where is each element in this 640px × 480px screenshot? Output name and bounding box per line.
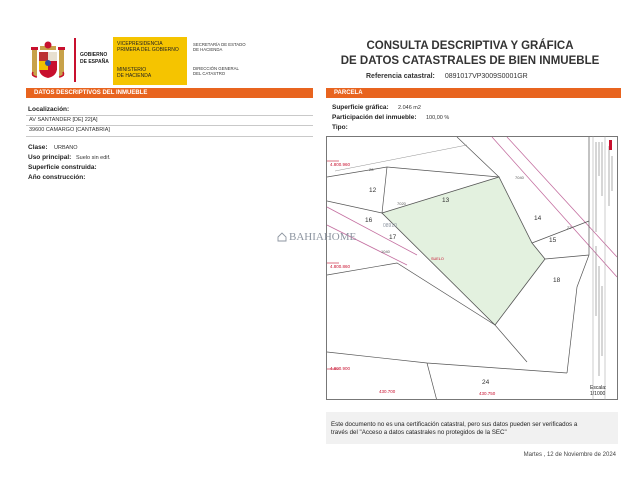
- map-legend-strip: [589, 136, 618, 400]
- coord-label-y: 4.800.960: [330, 162, 351, 167]
- direccion-label: DIRECCIÓN GENERAL DEL CATASTRO: [193, 66, 239, 77]
- ministerio-label: MINISTERIO DE HACIENDA: [117, 67, 152, 79]
- clase-value: URBANO: [54, 145, 78, 151]
- map-small-label: 1040: [381, 249, 390, 254]
- document-title: CONSULTA DESCRIPTIVA Y GRÁFICA DE DATOS CATASTRALES DE BIEN INMUEBLE: [340, 40, 600, 67]
- parcel-number: 14: [534, 215, 542, 222]
- watermark-text: BAHIAHOME: [289, 231, 357, 243]
- parcel-number: 17: [389, 234, 397, 241]
- secretaria-label: SECRETARÍA DE ESTADO DE HACIENDA: [193, 42, 246, 53]
- notice-line: través del "Acceso a datos catastrales no protegidos de la SEC": [331, 429, 507, 436]
- address-line: [26, 115, 313, 116]
- map-small-label: 22: [567, 225, 572, 230]
- superficie-construida-label: Superficie construida:: [28, 164, 97, 171]
- map-small-label: 08910: [383, 223, 397, 229]
- address-line: [26, 136, 313, 137]
- participacion-value: 100,00 %: [426, 115, 450, 121]
- uso-value: Suelo sin edif.: [76, 155, 111, 161]
- address-street: AV SANTANDER [DE] 22[A]: [29, 117, 98, 123]
- section-bar-parcela: PARCELA: [326, 88, 621, 98]
- government-label: GOBIERNO DE ESPAÑA: [80, 52, 109, 65]
- vicepresidencia-label: VICEPRESIDENCIA PRIMERA DEL GOBIERNO: [117, 41, 179, 53]
- uso-label: Uso principal:: [28, 154, 72, 161]
- section-bar-descriptivos: DATOS DESCRIPTIVOS DEL INMUEBLE: [26, 88, 313, 98]
- parcel-number: 18: [553, 277, 561, 284]
- superficie-grafica-label: Superficie gráfica:: [332, 104, 389, 111]
- ministry-block: [113, 37, 187, 85]
- anio-construccion-label: Año construcción:: [28, 174, 86, 181]
- localizacion-label: Localización:: [28, 106, 70, 113]
- cadastral-map: [326, 136, 618, 400]
- parcel-number: 24: [482, 379, 490, 386]
- government-divider: [74, 38, 76, 82]
- coord-label-x: 430.750: [479, 391, 496, 396]
- map-small-label: SUELO: [431, 257, 444, 261]
- reference-value: 0891017VP3009S0001GR: [444, 73, 528, 80]
- parcel-number: 15: [549, 237, 557, 244]
- coat-of-arms-icon: [30, 40, 66, 82]
- reference-row: [366, 73, 528, 80]
- tipo-label: Tipo:: [332, 124, 348, 131]
- reference-label: Referencia catastral:: [366, 73, 435, 80]
- map-small-label: 7020: [397, 201, 406, 206]
- parcel-number: 12: [369, 187, 377, 194]
- map-small-label: 7040: [515, 175, 524, 180]
- address-box: [26, 115, 313, 137]
- address-city: 39600 CAMARGO [CANTABRIA]: [29, 127, 110, 133]
- clase-label: Clase:: [28, 144, 48, 151]
- address-line: [26, 125, 313, 126]
- coord-label-y: 4.800.900: [330, 366, 351, 371]
- map-drawing: [327, 137, 618, 400]
- document-date: Martes , 12 de Noviembre de 2024: [523, 452, 616, 458]
- map-small-label: 28: [369, 167, 374, 172]
- coord-label-x: 430.700: [379, 389, 396, 394]
- house-icon: [277, 232, 287, 242]
- parcel-number: 16: [365, 217, 373, 224]
- map-scale: Escala: 1/1000: [590, 385, 607, 397]
- coord-label-y: 4.800.860: [330, 264, 351, 269]
- participacion-label: Participación del inmueble:: [332, 114, 417, 121]
- notice-line: Este documento no es una certificación catastral, pero sus datos pueden ser verificados a: [331, 421, 578, 428]
- verification-notice: [326, 412, 618, 444]
- parcel-number: 13: [442, 197, 450, 204]
- superficie-grafica-value: 2.046 m2: [398, 105, 421, 111]
